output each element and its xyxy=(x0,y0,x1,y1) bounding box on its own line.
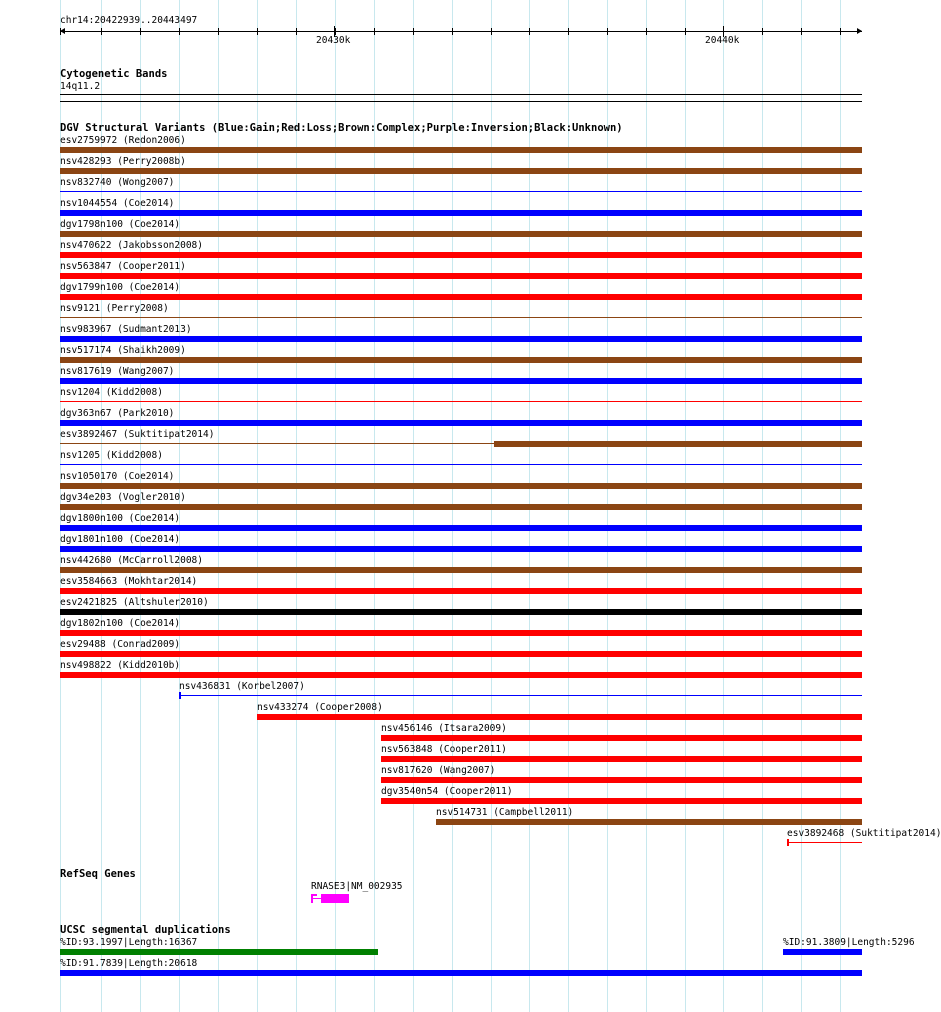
dgv-feature-label[interactable]: nsv517174 (Shaikh2009) xyxy=(60,345,186,356)
segdup-feature-bar[interactable] xyxy=(60,949,378,955)
ruler-minor-tick xyxy=(646,28,647,35)
segdup-feature-bar[interactable] xyxy=(60,970,862,976)
ruler-minor-tick xyxy=(685,28,686,35)
dgv-feature-label[interactable]: esv2421825 (Altshuler2010) xyxy=(60,597,209,608)
ruler-minor-tick xyxy=(801,28,802,35)
refseq-track-title: RefSeq Genes xyxy=(60,868,136,880)
dgv-feature-bar[interactable] xyxy=(257,714,862,720)
dgv-feature-label[interactable]: nsv498822 (Kidd2010b) xyxy=(60,660,181,671)
dgv-feature-label[interactable]: nsv1050170 (Coe2014) xyxy=(60,471,175,482)
dgv-feature-bar[interactable] xyxy=(60,672,862,678)
dgv-feature-label[interactable]: esv3892468 (Suktitipat2014) xyxy=(787,828,941,839)
dgv-feature-start-tick xyxy=(179,692,181,699)
dgv-feature-label[interactable]: nsv470622 (Jakobsson2008) xyxy=(60,240,203,251)
dgv-feature-bar[interactable] xyxy=(381,756,862,762)
dgv-feature-bar[interactable] xyxy=(60,483,862,489)
ruler-major-tick-label: 20430k xyxy=(316,35,351,46)
segdup-feature-label[interactable]: %ID:91.3809|Length:5296 xyxy=(783,937,915,948)
dgv-feature-label[interactable]: nsv983967 (Sudmant2013) xyxy=(60,324,192,335)
ruler-minor-tick xyxy=(140,28,141,35)
dgv-feature-thick-segment[interactable] xyxy=(494,441,862,447)
cytoband-label[interactable]: 14q11.2 xyxy=(60,81,101,92)
dgv-feature-label[interactable]: esv29488 (Conrad2009) xyxy=(60,639,181,650)
dgv-feature-label[interactable]: nsv1044554 (Coe2014) xyxy=(60,198,175,209)
dgv-feature-bar[interactable] xyxy=(60,252,862,258)
dgv-feature-bar[interactable] xyxy=(381,735,862,741)
dgv-feature-bar[interactable] xyxy=(60,525,862,531)
dgv-feature-bar[interactable] xyxy=(60,588,862,594)
ruler-minor-tick xyxy=(179,28,180,35)
ruler-minor-tick xyxy=(529,28,530,35)
dgv-feature-label[interactable]: nsv428293 (Perry2008b) xyxy=(60,156,186,167)
cytoband-band-top-line xyxy=(60,94,862,95)
dgv-feature-bar[interactable] xyxy=(60,317,862,318)
ruler-minor-tick xyxy=(607,28,608,35)
dgv-feature-bar[interactable] xyxy=(60,273,862,279)
segdup-track-title: UCSC segmental duplications xyxy=(60,924,231,936)
dgv-feature-bar[interactable] xyxy=(60,357,862,363)
ruler-minor-tick xyxy=(60,28,61,35)
dgv-feature-bar[interactable] xyxy=(60,567,862,573)
dgv-feature-label[interactable]: nsv442680 (McCarroll2008) xyxy=(60,555,203,566)
segdup-feature-label[interactable]: %ID:93.1997|Length:16367 xyxy=(60,937,198,948)
dgv-feature-bar[interactable] xyxy=(60,336,862,342)
dgv-feature-bar[interactable] xyxy=(60,464,862,465)
ruler-minor-tick xyxy=(101,28,102,35)
cytoband-band-bottom-line xyxy=(60,101,862,102)
gene-label[interactable]: RNASE3|NM_002935 xyxy=(311,881,403,892)
dgv-feature-bar[interactable] xyxy=(381,777,862,783)
dgv-feature-bar[interactable] xyxy=(179,695,862,696)
dgv-feature-bar[interactable] xyxy=(60,401,862,402)
dgv-feature-bar[interactable] xyxy=(60,420,862,426)
ruler-minor-tick xyxy=(762,28,763,35)
dgv-feature-bar[interactable] xyxy=(381,798,862,804)
dgv-feature-label[interactable]: nsv817619 (Wang2007) xyxy=(60,366,175,377)
dgv-feature-bar[interactable] xyxy=(60,231,862,237)
dgv-feature-label[interactable]: dgv1802n100 (Coe2014) xyxy=(60,618,181,629)
dgv-feature-label[interactable]: dgv3540n54 (Cooper2011) xyxy=(381,786,513,797)
dgv-track-title: DGV Structural Variants (Blue:Gain;Red:Loss;Brown:Complex;Purple:Inversion;Black:Unknown) xyxy=(60,122,623,134)
dgv-feature-label[interactable]: nsv456146 (Itsara2009) xyxy=(381,723,507,734)
ruler-minor-tick xyxy=(840,28,841,35)
dgv-feature-bar[interactable] xyxy=(60,378,862,384)
dgv-feature-label[interactable]: esv2759972 (Redon2006) xyxy=(60,135,186,146)
dgv-feature-bar[interactable] xyxy=(60,609,862,615)
dgv-feature-label[interactable]: esv3584663 (Mokhtar2014) xyxy=(60,576,198,587)
dgv-feature-label[interactable]: esv3892467 (Suktitipat2014) xyxy=(60,429,215,440)
dgv-feature-bar[interactable] xyxy=(436,819,862,825)
dgv-feature-start-tick xyxy=(787,839,789,846)
dgv-feature-bar[interactable] xyxy=(787,842,862,843)
ruler-minor-tick xyxy=(374,28,375,35)
ruler-minor-tick xyxy=(218,28,219,35)
dgv-feature-label[interactable]: dgv34e203 (Vogler2010) xyxy=(60,492,186,503)
dgv-feature-label[interactable]: dgv1799n100 (Coe2014) xyxy=(60,282,181,293)
gene-direction-arrow-icon xyxy=(313,894,317,896)
dgv-feature-label[interactable]: nsv433274 (Cooper2008) xyxy=(257,702,383,713)
gene-intron-line xyxy=(313,898,321,899)
ruler-minor-tick xyxy=(568,28,569,35)
dgv-feature-label[interactable]: nsv436831 (Korbel2007) xyxy=(179,681,305,692)
dgv-feature-bar[interactable] xyxy=(60,504,862,510)
dgv-feature-bar[interactable] xyxy=(60,210,862,216)
dgv-feature-label[interactable]: dgv363n67 (Park2010) xyxy=(60,408,175,419)
dgv-feature-bar[interactable] xyxy=(60,651,862,657)
dgv-feature-bar[interactable] xyxy=(60,630,862,636)
ruler-minor-tick xyxy=(413,28,414,35)
dgv-feature-bar[interactable] xyxy=(60,546,862,552)
ruler-minor-tick xyxy=(452,28,453,35)
ruler-axis xyxy=(60,31,862,32)
dgv-feature-label[interactable]: nsv9121 (Perry2008) xyxy=(60,303,169,314)
dgv-feature-label[interactable]: nsv514731 (Campbell2011) xyxy=(436,807,574,818)
ruler-minor-tick xyxy=(257,28,258,35)
ruler-minor-tick xyxy=(491,28,492,35)
dgv-feature-label[interactable]: nsv817620 (Wang2007) xyxy=(381,765,496,776)
dgv-feature-label[interactable]: nsv1204 (Kidd2008) xyxy=(60,387,163,398)
dgv-feature-label[interactable]: nsv563847 (Cooper2011) xyxy=(60,261,186,272)
cytoband-track-title: Cytogenetic Bands xyxy=(60,68,168,80)
ruler-major-tick-label: 20440k xyxy=(705,35,740,46)
dgv-feature-label[interactable]: nsv1205 (Kidd2008) xyxy=(60,450,163,461)
dgv-feature-bar[interactable] xyxy=(60,168,862,174)
dgv-feature-label[interactable]: dgv1798n100 (Coe2014) xyxy=(60,219,181,230)
dgv-feature-label[interactable]: nsv832740 (Wong2007) xyxy=(60,177,175,188)
dgv-feature-label[interactable]: dgv1800n100 (Coe2014) xyxy=(60,513,181,524)
dgv-feature-bar[interactable] xyxy=(60,147,862,153)
gene-exon xyxy=(321,894,349,903)
scroll-right-arrow-icon[interactable] xyxy=(857,28,862,34)
ruler-minor-tick xyxy=(335,28,336,35)
ruler-minor-tick xyxy=(296,28,297,35)
dgv-feature-bar[interactable] xyxy=(60,191,862,192)
segdup-feature-label[interactable]: %ID:91.7839|Length:20618 xyxy=(60,958,198,969)
dgv-feature-label[interactable]: dgv1801n100 (Coe2014) xyxy=(60,534,181,545)
dgv-feature-label[interactable]: nsv563848 (Cooper2011) xyxy=(381,744,507,755)
ruler-position-label: chr14:20422939..20443497 xyxy=(60,15,198,26)
dgv-feature-bar[interactable] xyxy=(60,294,862,300)
segdup-feature-bar[interactable] xyxy=(783,949,862,955)
